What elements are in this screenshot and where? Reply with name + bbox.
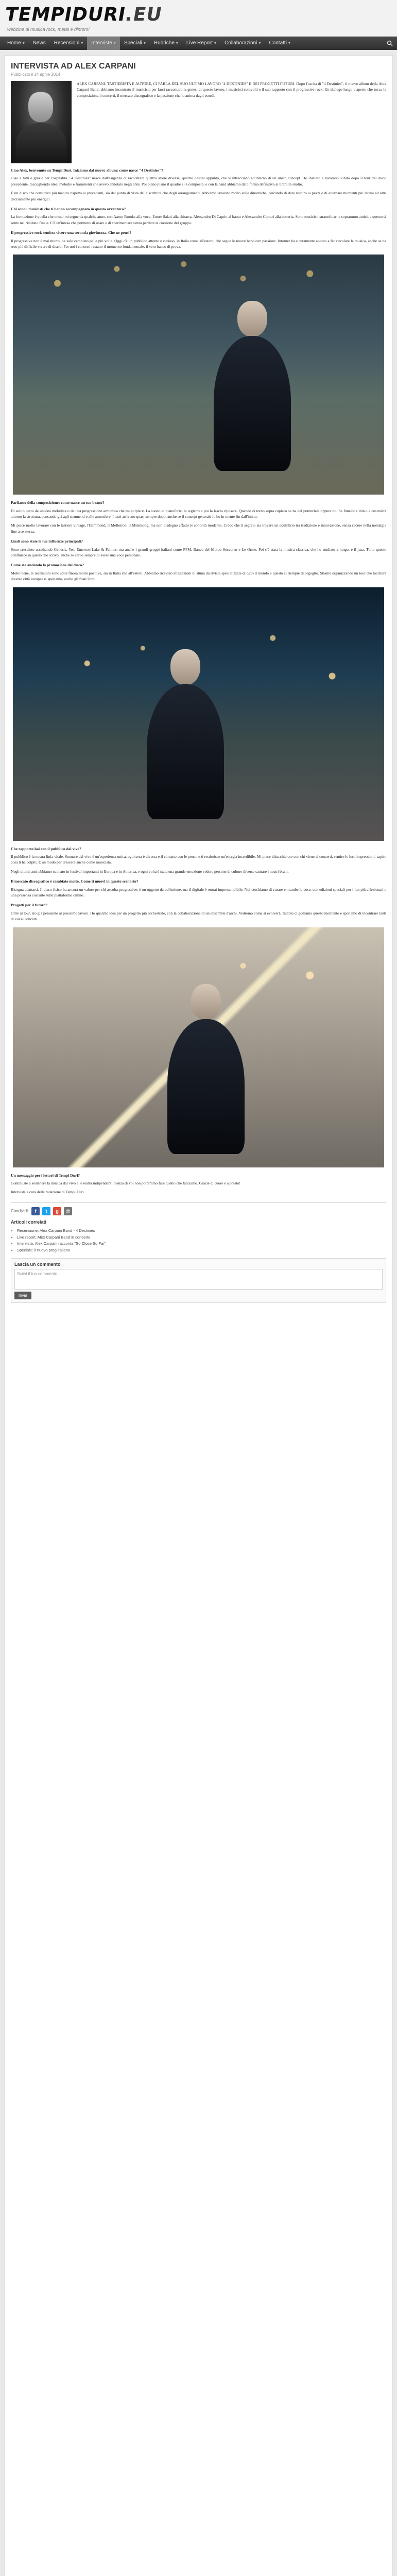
interview-question: Progetti per il futuro? xyxy=(11,903,48,908)
logo-tld: .EU xyxy=(124,4,164,25)
nav-item-label: Rubriche xyxy=(153,40,175,46)
nav-item-label: Contatti xyxy=(269,40,287,46)
interview-answer: Mi piace molto lavorare con le tastiere vintage, l'Hammond, il Mellotron, il Minimoog, ma non disdegno affatto le sonorità moderne. Credo che il segreto sia trovare un equilibrio tra tradizione e innovazione, senza cadere nella nostalgia fine a se stessa. xyxy=(11,523,386,534)
nav-item-label: Home xyxy=(7,40,21,46)
related-link[interactable]: • Recensione: Alex Carpani Band - 4 Destinies xyxy=(17,1228,386,1234)
site-tagline: webzine di musica rock, metal e dintorni xyxy=(7,27,90,32)
nav-item-8[interactable] xyxy=(265,37,294,50)
article xyxy=(5,56,392,1303)
comment-title: Lascia un commento xyxy=(14,1262,61,1267)
chevron-down-icon: ▾ xyxy=(22,41,25,45)
nav-item-7[interactable] xyxy=(220,37,265,50)
article-photo xyxy=(13,255,384,495)
chevron-down-icon: ▾ xyxy=(143,41,146,45)
interview-answer: Molto bene, le recensioni sono state finora molto positive, sia in Italia che all'estero. Abbiamo ricevuto attestazioni di stima da riviste specializzate di tutto il mondo e questo ci riempie di orgoglio. Stiamo organizzando un tour che toccherà diverse città europee e, speriamo, anche gli Stati Uniti. xyxy=(11,570,386,582)
interview-answer: È un disco che considero più maturo rispetto ai precedenti, sia dal punto di vista della scrittura che degli arrangiamenti. Abbiamo lavorato molto sulle dinamiche, cercando di dare respiro ai pezzi e di alternare momenti più intimi ad altri decisamente più energici. xyxy=(11,191,386,201)
interview-question: Il mercato discografico è cambiato molto. Come ti muovi in questo scenario? xyxy=(11,879,139,884)
interview-answer: Oltre al tour, sto già pensando al prossimo lavoro. Ho qualche idea per un progetto più orchestrale, con la collaborazione di un ensemble d'archi. Vedremo come si evolverà. Intanto ci godiamo questo momento e speriamo di incontrare tanti di voi ai concerti. xyxy=(11,910,386,922)
interview-question: Ciao Alex, benvenuto su Tempi Duri. Iniziamo dal nuovo album: come nasce "4 Destinies"? xyxy=(11,168,163,173)
twitter-share-icon[interactable]: t xyxy=(42,1207,50,1215)
email-share-icon[interactable]: @ xyxy=(64,1207,72,1215)
interview-question: Chi sono i musicisti che ti hanno accompagnato in questa avventura? xyxy=(11,206,126,211)
submit-comment-button[interactable]: Invia xyxy=(14,1292,31,1299)
article-intro xyxy=(11,81,386,163)
related-link[interactable]: • Live report: Alex Carpani Band in concerto xyxy=(17,1234,386,1241)
related-link[interactable]: • Intervista: Alex Carpani racconta "So Close So Far" xyxy=(17,1241,386,1247)
nav-item-1[interactable] xyxy=(29,37,50,50)
interview-question: Che rapporto hai con il pubblico dal vivo? xyxy=(11,846,81,851)
article-footer xyxy=(11,1202,386,1215)
chevron-down-icon: ▾ xyxy=(113,41,116,45)
related-list xyxy=(11,1228,386,1255)
interview-answer: Il progressive non è mai morto, ha solo cambiato pelle più volte. Oggi c'è un pubblico attento e curioso, in Italia come all'estero, che segue le nuove band con passione. Internet ha sicuramente aiutato a far circolare la musica, anche se ha reso più difficile vivere di dischi. Per noi i concerti restano il momento fondamentale, il vero banco di prova. xyxy=(11,238,386,249)
portrait-image xyxy=(11,81,72,163)
nav-item-4[interactable] xyxy=(120,37,150,50)
interview-answer: Sono cresciuto ascoltando Genesis, Yes, Emerson Lake & Palmer, ma anche i grandi gruppi italiani come PFM, Banco del Mutuo Soccorso e Le Orme. Poi c'è stata la musica classica, che ho studiato a lungo, e il jazz. Tutto questo confluisce in quello che scrivo, anche se cerco sempre di avere una voce personale. xyxy=(11,547,386,558)
interview-answer: Continuate a sostenere la musica dal vivo e le realtà indipendenti. Senza di voi non potremmo fare quello che facciamo. Grazie di cuore e a presto! xyxy=(11,1180,240,1185)
article-byline: Pubblicato il 14 aprile 2014 xyxy=(11,72,61,77)
comment-box xyxy=(11,1258,386,1303)
article-body xyxy=(11,167,386,1195)
interview-answer: Di solito parto da un'idea melodica o da una progressione armonica che mi colpisce. La suono al pianoforte, la registro e poi la lascio riposare. Quando ci torno sopra capisco se ha del potenziale oppure no. Se funziona inizio a costruirci attorno la struttura, pensando già agli strumenti e alle atmosfere. I testi arrivano quasi sempre dopo, anche se il concept generale lo ho in mente fin dall'inizio. xyxy=(11,508,386,519)
facebook-share-icon[interactable]: f xyxy=(31,1207,40,1215)
article-title: INTERVISTA AD ALEX CARPANI xyxy=(11,62,136,71)
article-photo xyxy=(13,927,384,1167)
nav-item-label: News xyxy=(32,40,46,46)
google-share-icon[interactable]: g xyxy=(53,1207,61,1215)
content-area xyxy=(4,55,393,2576)
interview-answer: Negli ultimi anni abbiamo suonato in festival importanti in Europa e in America, e ogni volta è stata una grande emozione vedere persone di culture diverse cantare i nostri brani. xyxy=(11,869,289,874)
site-header xyxy=(0,0,397,37)
related-title: Articoli correlati xyxy=(11,1219,47,1225)
intro-text: ALEX CARPANI, TASTIERISTA E AUTORE, CI PARLA DEL SUO ULTIMO LAVORO "4 DESTINIES" E DEI PROGETTI FUTURI. Dopo l'uscita di "4 Destinies", il nuovo album della Alex Carpani Band, abbiamo incontrato il musicista per farci raccontare la genesi di questo lavoro, i musicisti coinvolti e il suo rapporto con il progressive rock. Un dialogo lungo e aperto che tocca la composizione, i concerti, il mercato discografico e la passione che lo anima dagli esordi. xyxy=(77,81,386,98)
chevron-down-icon: ▾ xyxy=(214,41,217,45)
interview-answer: Ciao a tutti e grazie per l'ospitalità. "4 Destinies" nasce dall'esigenza di raccontare quattro storie diverse, quattro destini appunto, che si intrecciano all'interno di un unico concept. Ho iniziato a lavorarci subito dopo il tour del disco precedente, raccogliendo idee, melodie e frammenti che avevo annotato negli anni. Poi piano piano il quadro si è composto, e con la band abbiamo dato forma definitiva ai brani in studio. xyxy=(11,176,386,187)
site-logo[interactable] xyxy=(3,4,164,25)
nav-item-label: Live Report xyxy=(186,40,213,46)
interview-question: Il progressive rock sembra vivere una seconda giovinezza. Che ne pensi? xyxy=(11,230,132,235)
interview-question: Parliamo della composizione: come nasce un tuo brano? xyxy=(11,500,105,505)
interview-answer: La formazione è quella che ormai mi segue da qualche anno, con Aaron Brooks alla voce, Ettore Salati alla chitarra, Alessandro Di Caprio al basso e Alessandro Ciprari alla batteria. Sono musicisti straordinari e soprattutto amici, e questo si sente nel risultato finale. C'è un'intesa che permette di osare e di sperimentare senza perdere la coesione del gruppo. xyxy=(11,214,386,225)
nav-item-3[interactable] xyxy=(87,37,120,50)
share-bar xyxy=(11,1207,72,1215)
interview-question: Come sta andando la promozione del disco? xyxy=(11,563,84,568)
interview-answer: Bisogna adattarsi. Il disco fisico ha ancora un valore per chi ascolta progressive, è un oggetto da collezione, ma il digitale è ormai imprescindibile. Noi cerchiamo di curare entrambe le cose, con edizioni speciali per i fan più affezionati e una presenza costante sulle piattaforme online. xyxy=(11,887,386,897)
chevron-down-icon: ▾ xyxy=(81,41,83,45)
interview-question: Un messaggio per i lettori di Tempi Duri? xyxy=(11,1173,80,1178)
comment-input[interactable]: Scrivi il tuo commento... xyxy=(14,1269,383,1290)
nav-item-5[interactable] xyxy=(150,37,182,50)
nav-item-6[interactable] xyxy=(182,37,220,50)
chevron-down-icon: ▾ xyxy=(258,41,261,45)
nav-item-0[interactable] xyxy=(3,37,29,50)
article-photo xyxy=(13,587,384,841)
related-link[interactable]: • Speciale: il nuovo prog italiano xyxy=(17,1247,386,1254)
nav-item-label: Collaborazioni xyxy=(225,40,257,46)
nav-item-2[interactable] xyxy=(50,37,88,50)
interview-answer: Intervista a cura della redazione di Tempi Duri. xyxy=(11,1190,85,1195)
chevron-down-icon: ▾ xyxy=(288,41,290,45)
interview-question: Quali sono state le tue influenze principali? xyxy=(11,539,83,544)
share-label: Condividi: xyxy=(11,1209,29,1214)
interview-answer: Il pubblico è la nostra linfa vitale. Suonare dal vivo è un'esperienza unica, ogni sera è diversa e il contatto con le persone ti restituisce un'energia incredibile. Mi piace chiacchierare con chi viene ai concerti, sentire le loro impressioni, capire cosa li ha colpiti. È un modo per crescere anche come musicista. xyxy=(11,854,386,865)
logo-main: TEMPIDURI xyxy=(3,4,128,25)
nav-item-label: Interviste xyxy=(91,40,112,46)
nav-item-label: Speciali xyxy=(124,40,142,46)
nav-item-label: Recensioni xyxy=(54,40,80,46)
main-nav xyxy=(0,37,397,50)
chevron-down-icon: ▾ xyxy=(176,41,178,45)
search-icon[interactable] xyxy=(387,40,393,46)
